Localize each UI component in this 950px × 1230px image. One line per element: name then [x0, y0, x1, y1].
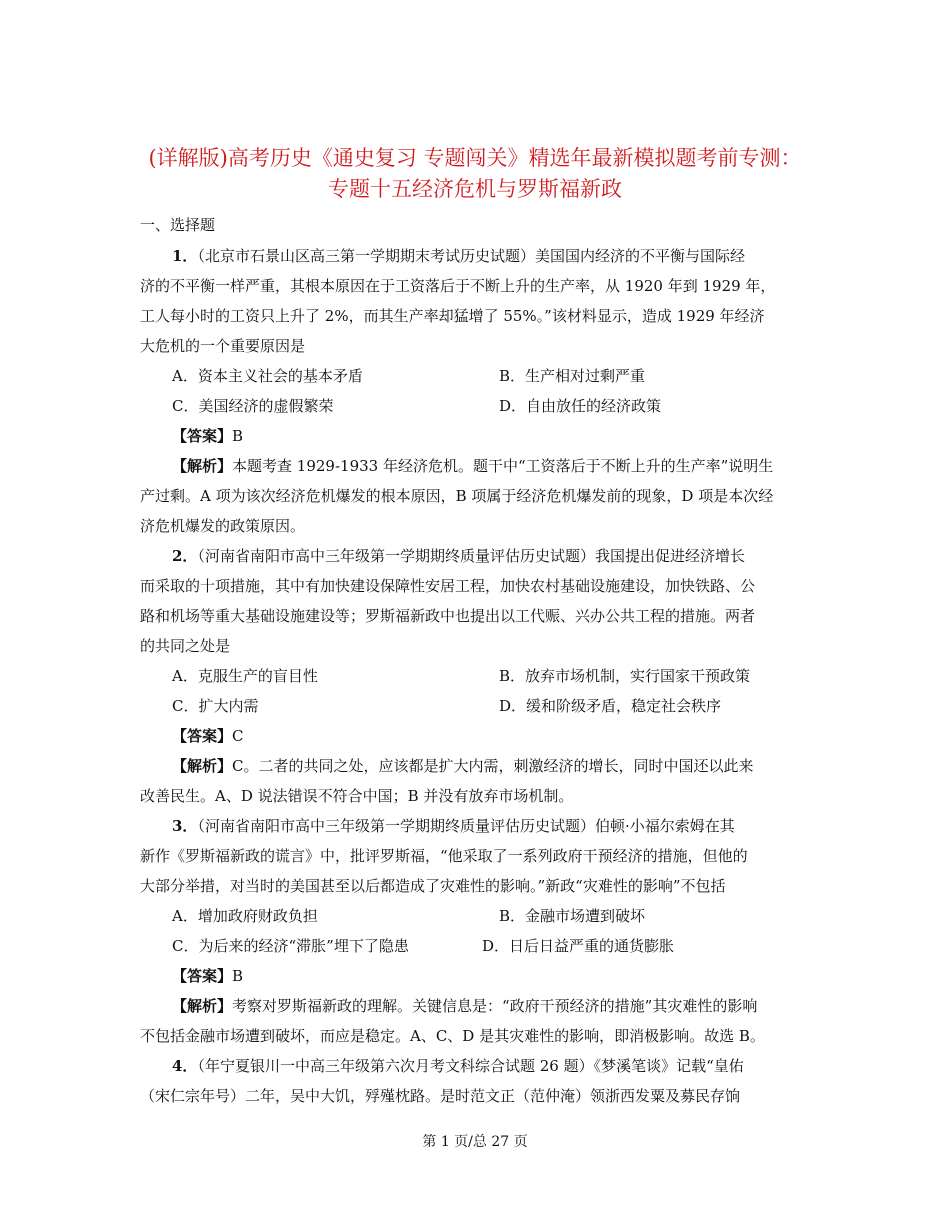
question-1-line-4: 大危机的一个重要原因是	[140, 337, 306, 355]
question-3-analysis-line-2: 不包括金融市场遭到破坏，而应是稳定。A、C、D 是其灾难性的影响，即消极影响。故选 B。	[140, 1027, 765, 1045]
question-1-option-d: D．自由放任的经济政策	[499, 397, 662, 415]
analysis-text: 本题考查 1929-1933 年经济危机。题干中“工资落后于不断上升的生产率”说明生	[232, 457, 774, 475]
question-2-option-a: A．克服生产的盲目性	[172, 667, 318, 685]
question-2-text: （河南省南阳市高中三年级第一学期期终质量评估历史试题）我国提出促进经济增长	[197, 547, 745, 565]
question-2-analysis-line-2: 改善民生。A、D 说法错误不符合中国；B 并没有放弃市场机制。	[140, 787, 574, 805]
question-1-option-a: A．资本主义社会的基本矛盾	[172, 367, 363, 385]
page-footer: 第 1 页/总 27 页	[422, 1134, 528, 1150]
analysis-text: C。二者的共同之处，应该都是扩大内需，刺激经济的增长，同时中国还以此来	[232, 757, 754, 775]
question-3-option-c: C．为后来的经济“滞胀”埋下了隐患	[172, 937, 409, 955]
question-1-analysis-line-2: 产过剩。A 项为该次经济危机爆发的根本原因，B 项属于经济危机爆发前的现象，D 项是本次经	[140, 487, 774, 505]
question-2-analysis-line-1	[172, 756, 812, 776]
question-1-number: 1．	[172, 247, 198, 265]
question-3-line-2: 新作《罗斯福新政的谎言》中，批评罗斯福，“他采取了一系列政府干预经济的措施，但他的	[140, 847, 748, 865]
answer-label: 【答案】	[172, 967, 233, 985]
question-1-line-2: 济的不平衡一样严重，其根本原因在于工资落后于不断上升的生产率，从 1920 年到 1929 年，	[140, 277, 776, 295]
question-1-analysis-line-1	[172, 456, 812, 476]
question-1-analysis-line-3: 济危机爆发的政策原因。	[140, 517, 306, 535]
document-title-line-2: 专题十五经济危机与罗斯福新政	[328, 177, 622, 201]
question-1-line-3: 工人每小时的工资只上升了 2%，而其生产率却猛增了 55%。”该材料显示，造成 1929 年经济	[140, 307, 765, 325]
answer-label: 【答案】	[172, 427, 233, 445]
question-4-text: （年宁夏银川一中高三年级第六次月考文科综合试题 26 题）《梦溪笔谈》记载“皇佑	[197, 1057, 744, 1075]
answer-value: B	[232, 967, 244, 985]
question-3-answer	[172, 966, 812, 986]
analysis-label: 【解析】	[172, 757, 233, 775]
question-2-line-2: 而采取的十项措施，其中有加快建设保障性安居工程，加快农村基础设施建设，加快铁路、公	[140, 577, 756, 595]
question-1-line-1	[172, 246, 812, 266]
question-1-answer	[172, 426, 812, 446]
answer-value: C	[232, 727, 244, 745]
answer-value: B	[232, 427, 244, 445]
question-2-line-1	[172, 546, 812, 566]
question-1-text: （北京市石景山区高三第一学期期末考试历史试题）美国国内经济的不平衡与国际经	[197, 247, 745, 265]
answer-label: 【答案】	[172, 727, 233, 745]
question-1-option-c: C．美国经济的虚假繁荣	[172, 397, 334, 415]
question-3-analysis-line-1	[172, 996, 812, 1016]
question-3-text: （河南省南阳市高中三年级第一学期期终质量评估历史试题）伯顿·小福尔索姆在其	[197, 817, 735, 835]
question-1-option-b: B．生产相对过剩严重	[499, 367, 646, 385]
analysis-text: 考察对罗斯福新政的理解。关键信息是：“政府干预经济的措施”其灾难性的影响	[232, 997, 758, 1015]
section-heading: 一、选择题	[140, 216, 216, 234]
question-3-option-a: A．增加政府财政负担	[172, 907, 318, 925]
question-3-option-d: D．日后日益严重的通货膨胀	[482, 937, 675, 955]
analysis-label: 【解析】	[172, 997, 233, 1015]
question-4-line-1	[172, 1056, 812, 1076]
question-2-number: 2．	[172, 547, 198, 565]
question-3-line-3: 大部分举措，对当时的美国甚至以后都造成了灾难性的影响。”新政“灾难性的影响”不包括	[140, 877, 726, 895]
analysis-label: 【解析】	[172, 457, 233, 475]
question-4-line-2: （宋仁宗年号）二年，吴中大饥，殍殣枕路。是时范文正（范仲淹）领浙西发粟及募民存饷	[140, 1087, 741, 1105]
question-3-line-1	[172, 816, 812, 836]
question-3-option-b: B．金融市场遭到破坏	[499, 907, 646, 925]
document-title-line-1: (详解版)高考历史《通史复习 专题闯关》精选年最新模拟题考前专测：	[148, 146, 802, 170]
question-4-number: 4．	[172, 1057, 198, 1075]
question-2-line-4: 的共同之处是	[140, 637, 231, 655]
question-2-option-b: B．放弃市场机制，实行国家干预政策	[499, 667, 751, 685]
question-3-number: 3．	[172, 817, 198, 835]
question-2-option-d: D．缓和阶级矛盾，稳定社会秩序	[499, 697, 722, 715]
question-2-line-3: 路和机场等重大基础设施建设等；罗斯福新政中也提出以工代赈、兴办公共工程的措施。两者	[140, 607, 756, 625]
question-2-answer	[172, 726, 812, 746]
question-2-option-c: C．扩大内需	[172, 697, 259, 715]
